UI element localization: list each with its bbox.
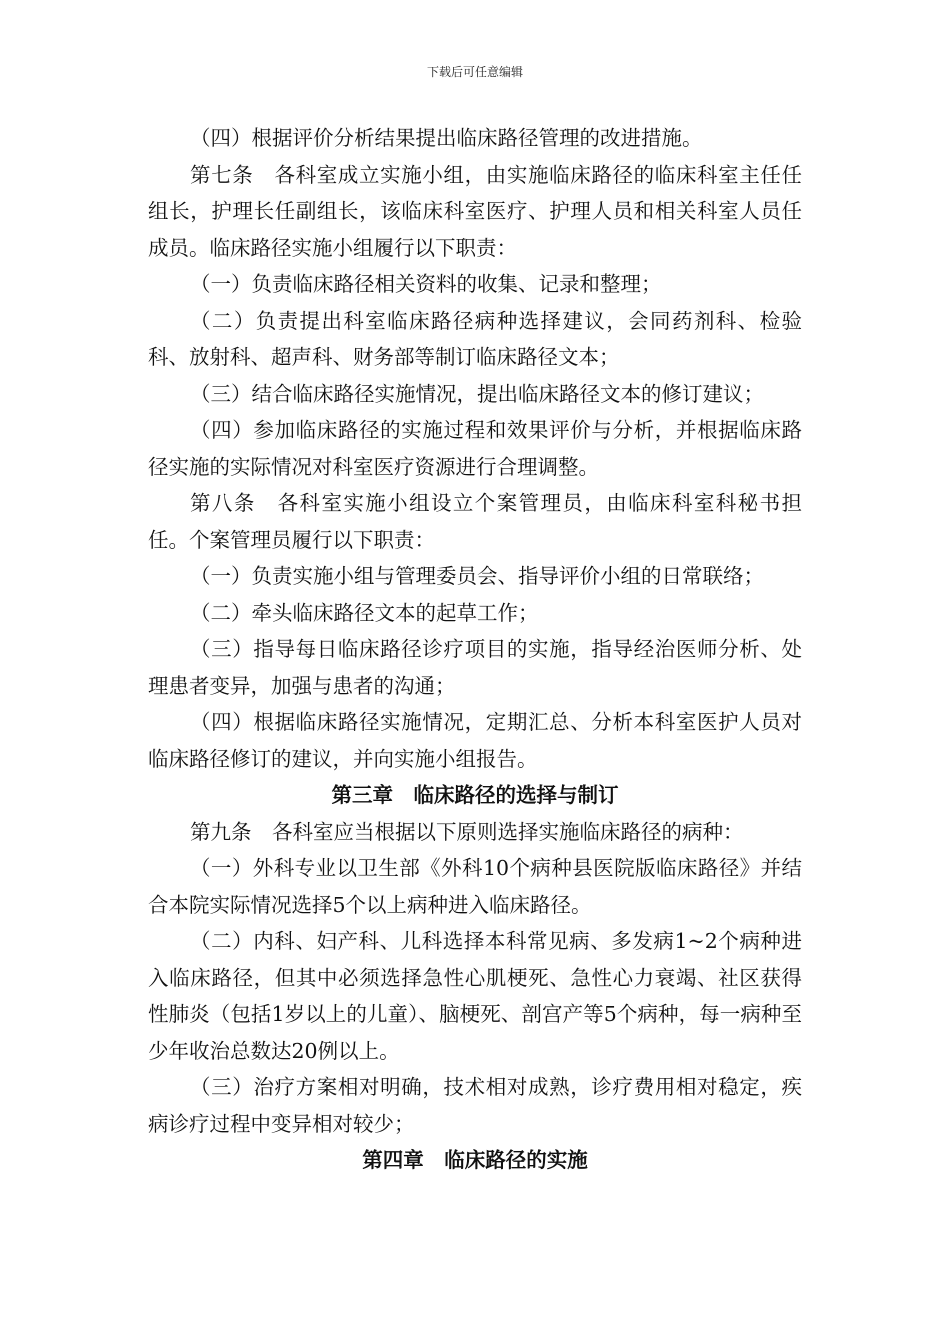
paragraph: （四）根据评价分析结果提出临床路径管理的改进措施。 xyxy=(190,126,703,150)
paragraph: （四）根据临床路径实施情况，定期汇总、分析本科室医护人员对临床路径修订的建议，并向实施小组报告。 xyxy=(148,710,802,771)
paragraph: （二）负责提出科室临床路径病种选择建议，会同药剂科、检验科、放射科、超声科、财务部等制订临床路径文本； xyxy=(148,308,802,369)
chapter-heading: 第三章 临床路径的选择与制订 xyxy=(331,783,619,807)
paragraph: （一）外科专业以卫生部《外科10个病种县医院版临床路径》并结合本院实际情况选择5个以上病种进入临床路径。 xyxy=(148,856,802,917)
paragraph: （二）牵头临床路径文本的起草工作； xyxy=(190,600,539,625)
chapter-heading: 第四章 临床路径的实施 xyxy=(362,1148,588,1172)
paragraph: （一）负责临床路径相关资料的收集、记录和整理； xyxy=(190,272,662,296)
paragraph: （一）负责实施小组与管理委员会、指导评价小组的日常联络； xyxy=(190,564,764,588)
paragraph: （三）指导每日临床路径诊疗项目的实施，指导经治医师分析、处理患者变异，加强与患者的沟通； xyxy=(148,637,802,698)
paragraph: （二）内科、妇产科、儿科选择本科常见病、多发病1~2个病种进入临床路径，但其中必须选择急性心肌梗死、急性心力衰竭、社区获得性肺炎（包括1岁以上的儿童）、脑梗死、剖宫产等5个病种，每一病种至少年收治总数达20例以上。 xyxy=(148,929,802,1063)
paragraph: （三）治疗方案相对明确，技术相对成熟，诊疗费用相对稳定，疾病诊疗过程中变异相对较少； xyxy=(148,1075,802,1136)
article-paragraph: 第七条 各科室成立实施小组，由实施临床路径的临床科室主任任组长，护理长任副组长，该临床科室医疗、护理人员和相关科室人员任成员。临床路径实施小组履行以下职责： xyxy=(148,162,802,260)
article-paragraph: 第八条 各科室实施小组设立个案管理员，由临床科室科秘书担任。个案管理员履行以下职责： xyxy=(148,491,802,552)
paragraph: （三）结合临床路径实施情况，提出临床路径文本的修订建议； xyxy=(190,381,764,406)
page-header-note: 下载后可任意编辑 xyxy=(426,65,523,79)
article-paragraph: 第九条 各科室应当根据以下原则选择实施临床路径的病种： xyxy=(190,819,744,844)
document-body xyxy=(148,120,802,1179)
paragraph: （四）参加临床路径的实施过程和效果评价与分析，并根据临床路径实施的实际情况对科室医疗资源进行合理调整。 xyxy=(148,418,802,479)
